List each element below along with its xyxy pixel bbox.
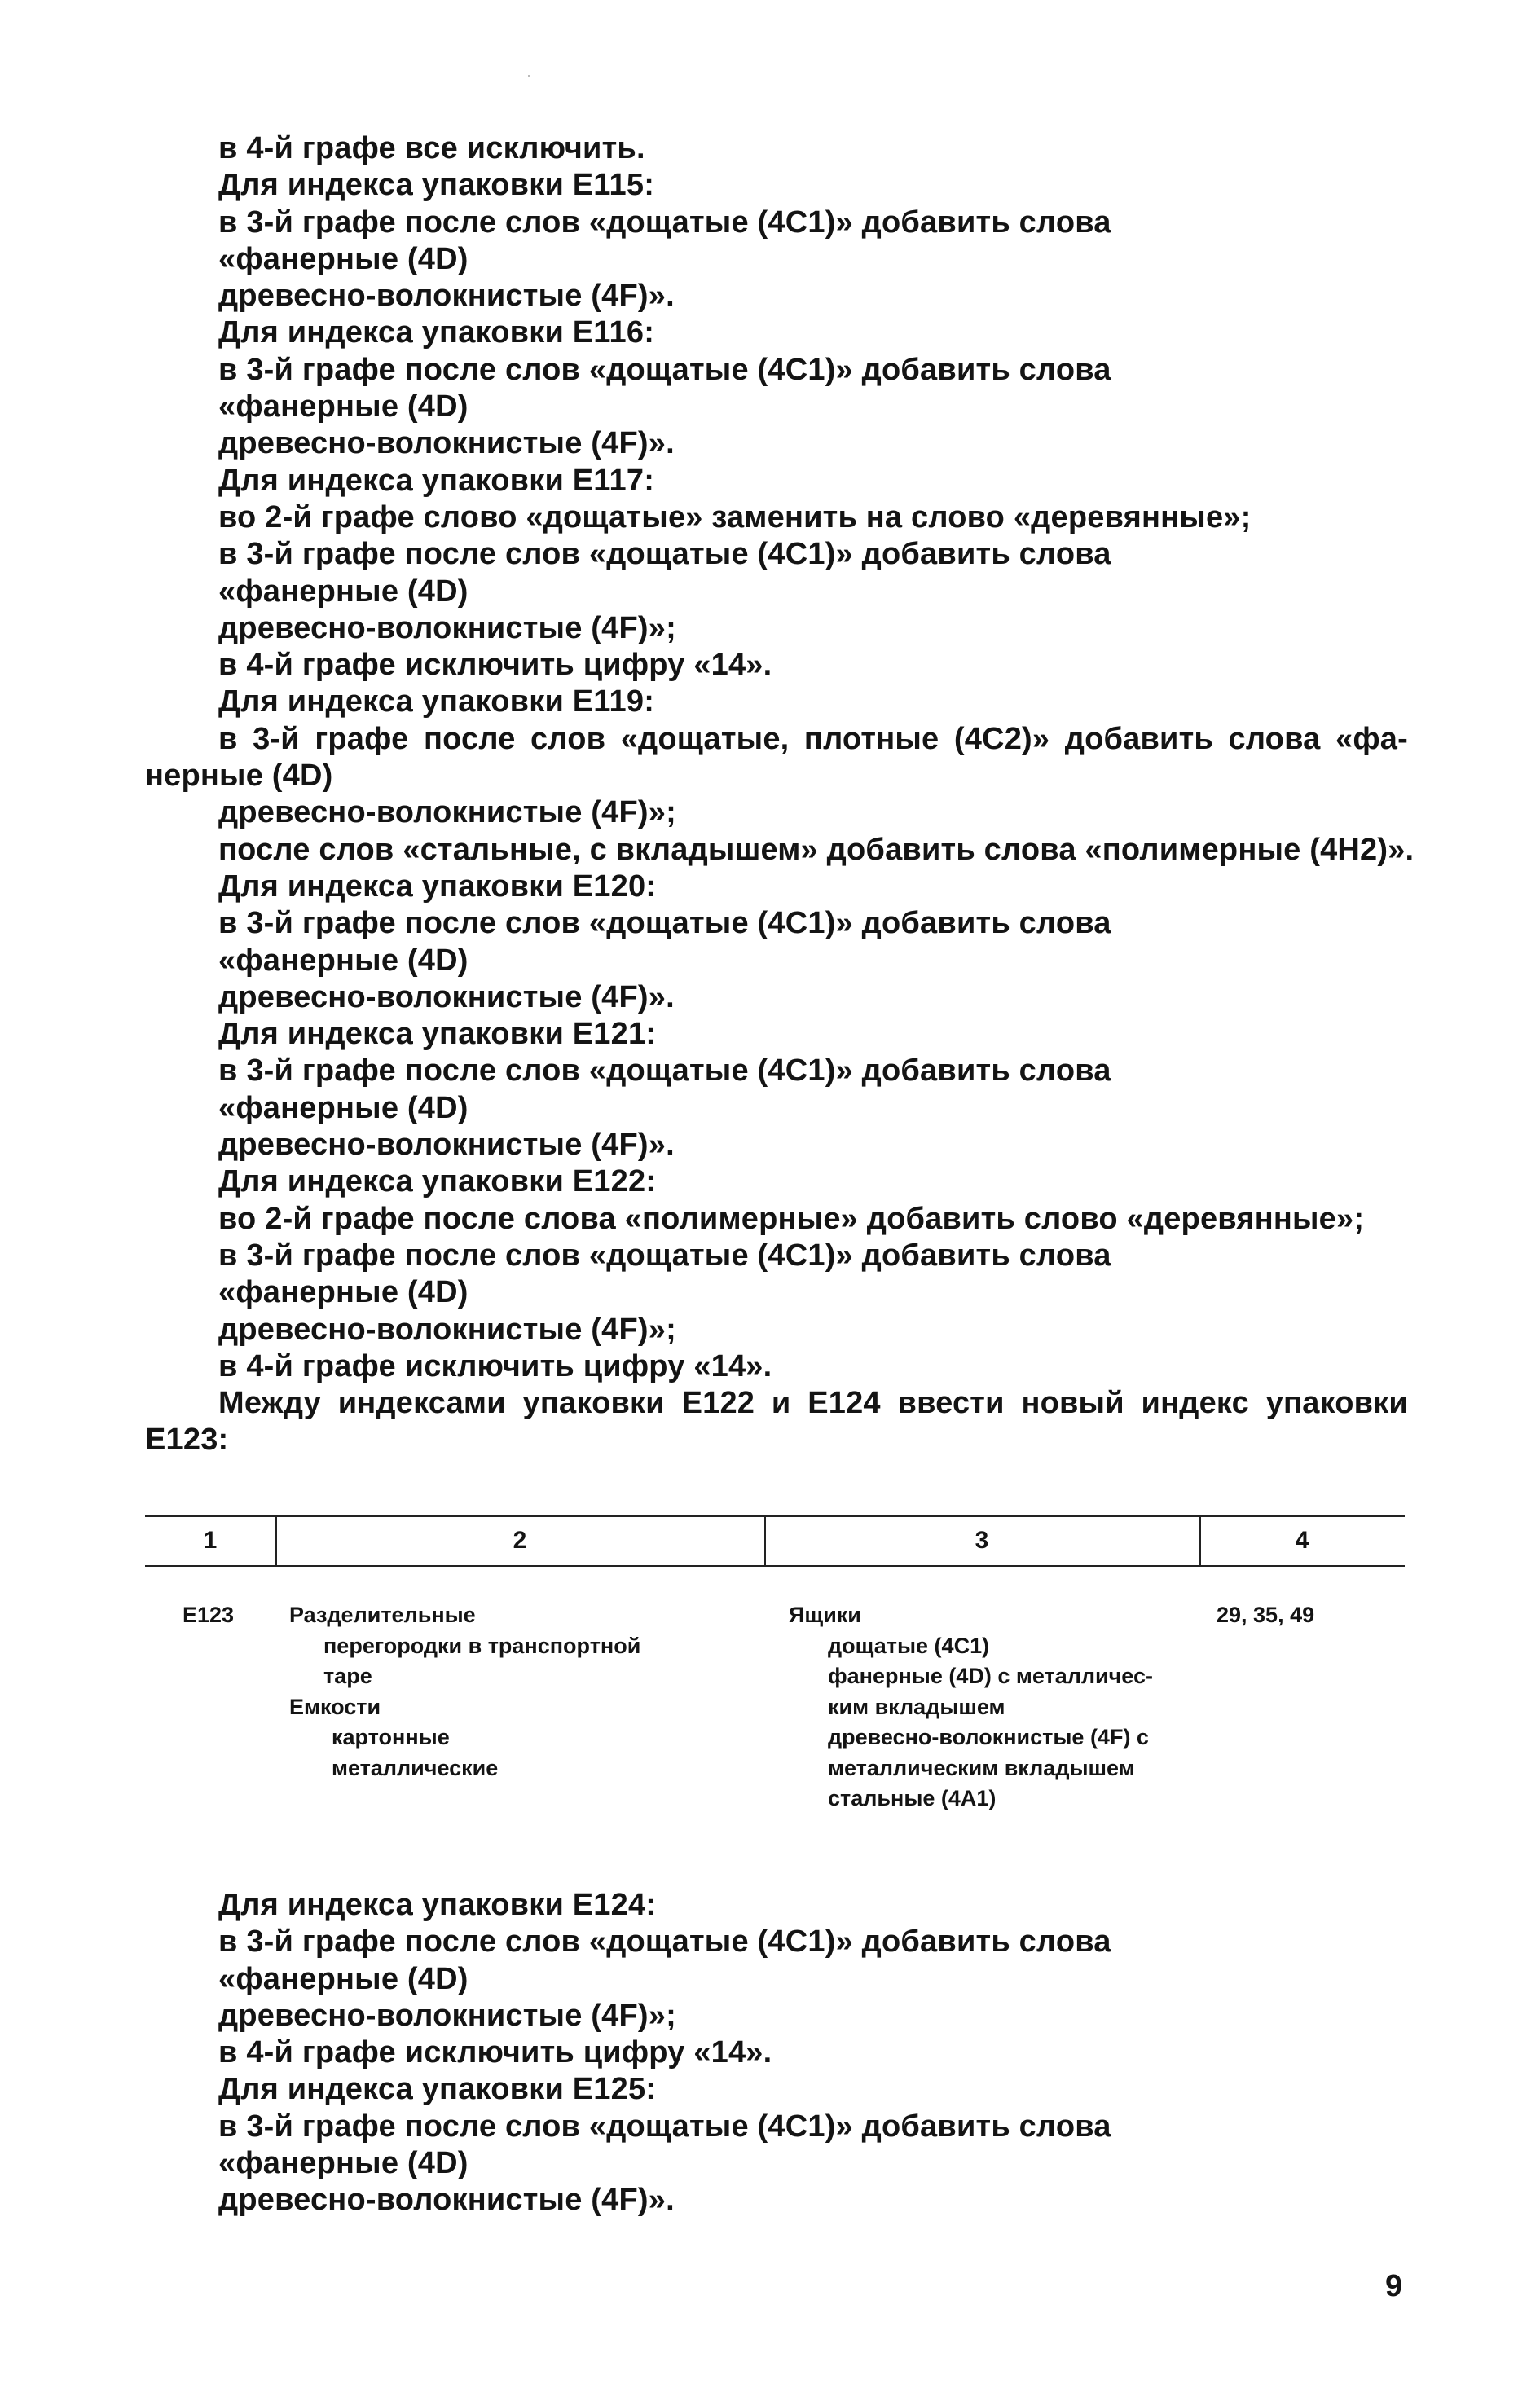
text-line: в 3-й графе после слов «дощатые (4С1)» добавить слова <box>218 2109 1111 2144</box>
cell-line: фанерные (4D) с металличес- <box>828 1664 1153 1688</box>
text-line: в 4-й графе исключить цифру «14». <box>218 1348 772 1383</box>
table-header-2: 2 <box>513 1527 527 1554</box>
page-number: 9 <box>1385 2269 1403 2303</box>
text-line: во 2-й графе слово «дощатые» заменить на слово «деревянные»; <box>218 499 1252 534</box>
text-line: Для индекса упаковки Е115: <box>218 168 655 203</box>
text-line: Для индекса упаковки Е117: <box>218 463 655 498</box>
text-line: Между индексами упаковки Е122 и Е124 ввести новый индекс упаковки <box>218 1386 1408 1421</box>
text-line: в 3-й графе после слов «дощатые (4С1)» добавить слова <box>218 352 1111 387</box>
text-line: древесно-волокнистые (4F)». <box>218 2183 675 2218</box>
table-header-4: 4 <box>1295 1527 1309 1554</box>
table-header-3: 3 <box>975 1527 989 1554</box>
text-line: «фанерные (4D) <box>218 2146 469 2181</box>
upper-text-block <box>145 130 1415 1459</box>
text-line: в 3-й графе после слов «дощатые, плотные (4С2)» добавить слова «фа- <box>218 721 1408 756</box>
text-line: в 4-й графе исключить цифру «14». <box>218 648 772 683</box>
text-line: «фанерные (4D) <box>218 241 469 276</box>
table-cell-index: Е123 <box>183 1603 235 1627</box>
text-line: во 2-й графе после слова «полимерные» добавить слово «деревянные»; <box>218 1201 1365 1236</box>
table-header-rule <box>145 1565 1405 1567</box>
packaging-index-table <box>145 1515 1405 1810</box>
scan-speck <box>528 75 530 77</box>
cell-line: древесно-волокнистые (4F) с <box>828 1725 1149 1749</box>
cell-line: ким вкладышем <box>828 1694 1005 1719</box>
text-line: древесно-волокнистые (4F)». <box>218 426 675 461</box>
text-line: древесно-волокнистые (4F)». <box>218 979 675 1014</box>
text-line: в 4-й графе исключить цифру «14». <box>218 2035 772 2070</box>
text-line: Для индекса упаковки Е119: <box>218 684 655 719</box>
text-line: в 3-й графе после слов «дощатые (4С1)» добавить слова <box>218 1238 1111 1273</box>
text-line: Для индекса упаковки Е121: <box>218 1017 657 1052</box>
text-line: Для индекса упаковки Е116: <box>218 315 655 350</box>
cell-line: перегородки в транспортной <box>323 1633 641 1658</box>
text-line: древесно-волокнистые (4F)»; <box>218 1312 676 1347</box>
text-line: древесно-волокнистые (4F)»; <box>218 795 676 830</box>
text-line: Для индекса упаковки Е122: <box>218 1164 657 1199</box>
text-line: в 3-й графе после слов «дощатые (4С1)» добавить слова <box>218 906 1111 941</box>
cell-line: металлические <box>332 1755 499 1780</box>
text-line: древесно-волокнистые (4F)»; <box>218 1998 676 2033</box>
text-line: «фанерные (4D) <box>218 389 469 424</box>
text-line: древесно-волокнистые (4F)»; <box>218 610 676 645</box>
text-line: Для индекса упаковки Е125: <box>218 2072 657 2107</box>
text-line: «фанерные (4D) <box>218 574 469 609</box>
text-line: Для индекса упаковки Е124: <box>218 1888 657 1922</box>
cell-line: стальные (4А1) <box>828 1786 997 1810</box>
cell-line: картонные <box>332 1725 450 1749</box>
text-line: «фанерные (4D) <box>218 1275 469 1310</box>
table-cell-packaging <box>789 1600 1153 1814</box>
table-cell-name <box>289 1600 640 1784</box>
text-line: Е123: <box>145 1423 229 1458</box>
text-line: в 3-й графе после слов «дощатые (4С1)» добавить слова <box>218 205 1111 240</box>
table-cell-codes: 29, 35, 49 <box>1217 1603 1315 1627</box>
cell-line: дощатые (4С1) <box>828 1633 990 1658</box>
text-line: Для индекса упаковки Е120: <box>218 869 657 904</box>
text-line: «фанерные (4D) <box>218 943 469 978</box>
cell-line: Емкости <box>289 1694 381 1719</box>
text-line: в 3-й графе после слов «дощатые (4С1)» добавить слова <box>218 1924 1111 1960</box>
text-line: нерные (4D) <box>145 759 333 794</box>
text-line: древесно-волокнистые (4F)». <box>218 279 675 314</box>
cell-line: таре <box>323 1664 372 1688</box>
text-line: в 3-й графе после слов «дощатые (4С1)» добавить слова <box>218 537 1111 572</box>
text-line: древесно-волокнистые (4F)». <box>218 1128 675 1163</box>
text-line: в 3-й графе после слов «дощатые (4С1)» добавить слова <box>218 1053 1111 1089</box>
text-line: в 4-й графе все исключить. <box>218 131 645 165</box>
text-line: «фанерные (4D) <box>218 1961 469 1996</box>
text-line: после слов «стальные, с вкладышем» добавить слова «полимерные (4Н2)». <box>218 832 1415 867</box>
cell-line: Разделительные <box>289 1603 476 1627</box>
cell-line: Ящики <box>789 1603 861 1627</box>
lower-text-block <box>145 1887 1408 2219</box>
table-top-rule <box>145 1515 1405 1517</box>
cell-line: металлическим вкладышем <box>828 1755 1135 1780</box>
table-header-1: 1 <box>203 1527 218 1554</box>
text-line: «фанерные (4D) <box>218 1090 469 1125</box>
